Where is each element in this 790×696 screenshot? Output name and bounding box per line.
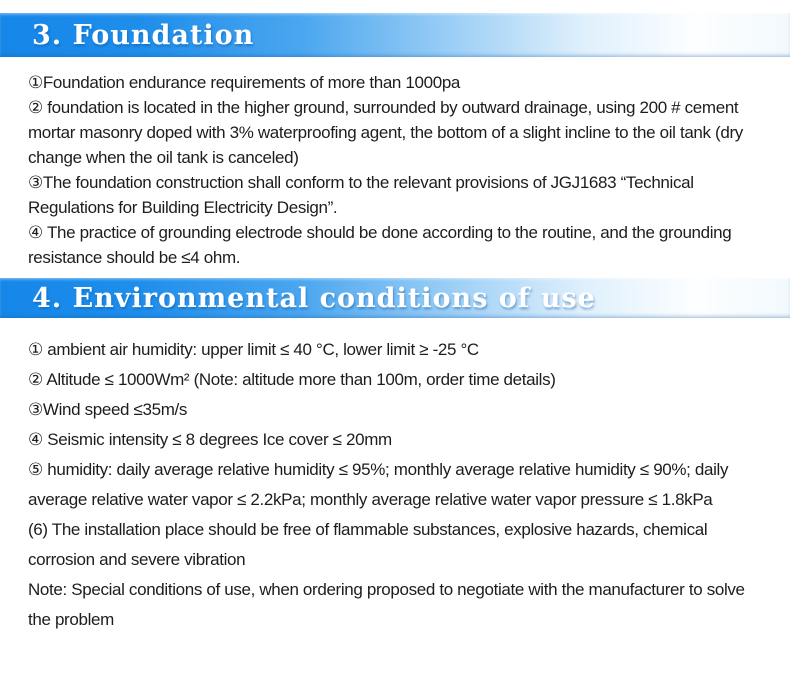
list-item: ③The foundation construction shall conform to the relevant provisions of JGJ1683 “Technical Regulations for Building Electricity Design”. [28, 173, 694, 217]
list-item: (6) The installation place should be free of flammable substances, explosive hazards, chemical corrosion and severe vibration [28, 520, 708, 569]
section-heading-banner-foundation [0, 13, 790, 57]
list-item: ①Foundation endurance requirements of more than 1000pa [28, 73, 461, 92]
list-item: ② Altitude ≤ 1000Wm² (Note: altitude more than 100m, order time details) [28, 370, 556, 389]
list-item: Note: Special conditions of use, when ordering proposed to negotiate with the manufacturer to solve the problem [28, 580, 745, 629]
list-item: ② foundation is located in the higher ground, surrounded by outward drainage, using 200 # cement mortar masonry doped with 3% waterproofing agent, the bottom of a slight incline to the oil tank (dry change when the oil tank is canceled) [28, 98, 743, 167]
section-heading-banner-environmental [0, 278, 790, 318]
list-item: ⑤ humidity: daily average relative humidity ≤ 95%; monthly average relative humidity ≤ 90%; daily average relative water vapor ≤ 2.2kPa; monthly average relative water vapor pressure ≤ 1.8kPa [28, 460, 729, 509]
section-body-foundation [0, 70, 790, 270]
list-item: ④ The practice of grounding electrode should be done according to the routine, and the grounding resistance should be ≤4 ohm. [28, 223, 732, 267]
list-item: ① ambient air humidity: upper limit ≤ 40 °C, lower limit ≥ -25 °C [28, 340, 479, 359]
list-item: ③Wind speed ≤35m/s [28, 400, 188, 419]
section-heading-environmental: 4. Environmental conditions of use [32, 282, 596, 314]
section-body-environmental [0, 335, 790, 635]
list-item: ④ Seismic intensity ≤ 8 degrees Ice cover ≤ 20mm [28, 430, 392, 449]
section-heading-foundation: 3. Foundation [32, 19, 255, 51]
